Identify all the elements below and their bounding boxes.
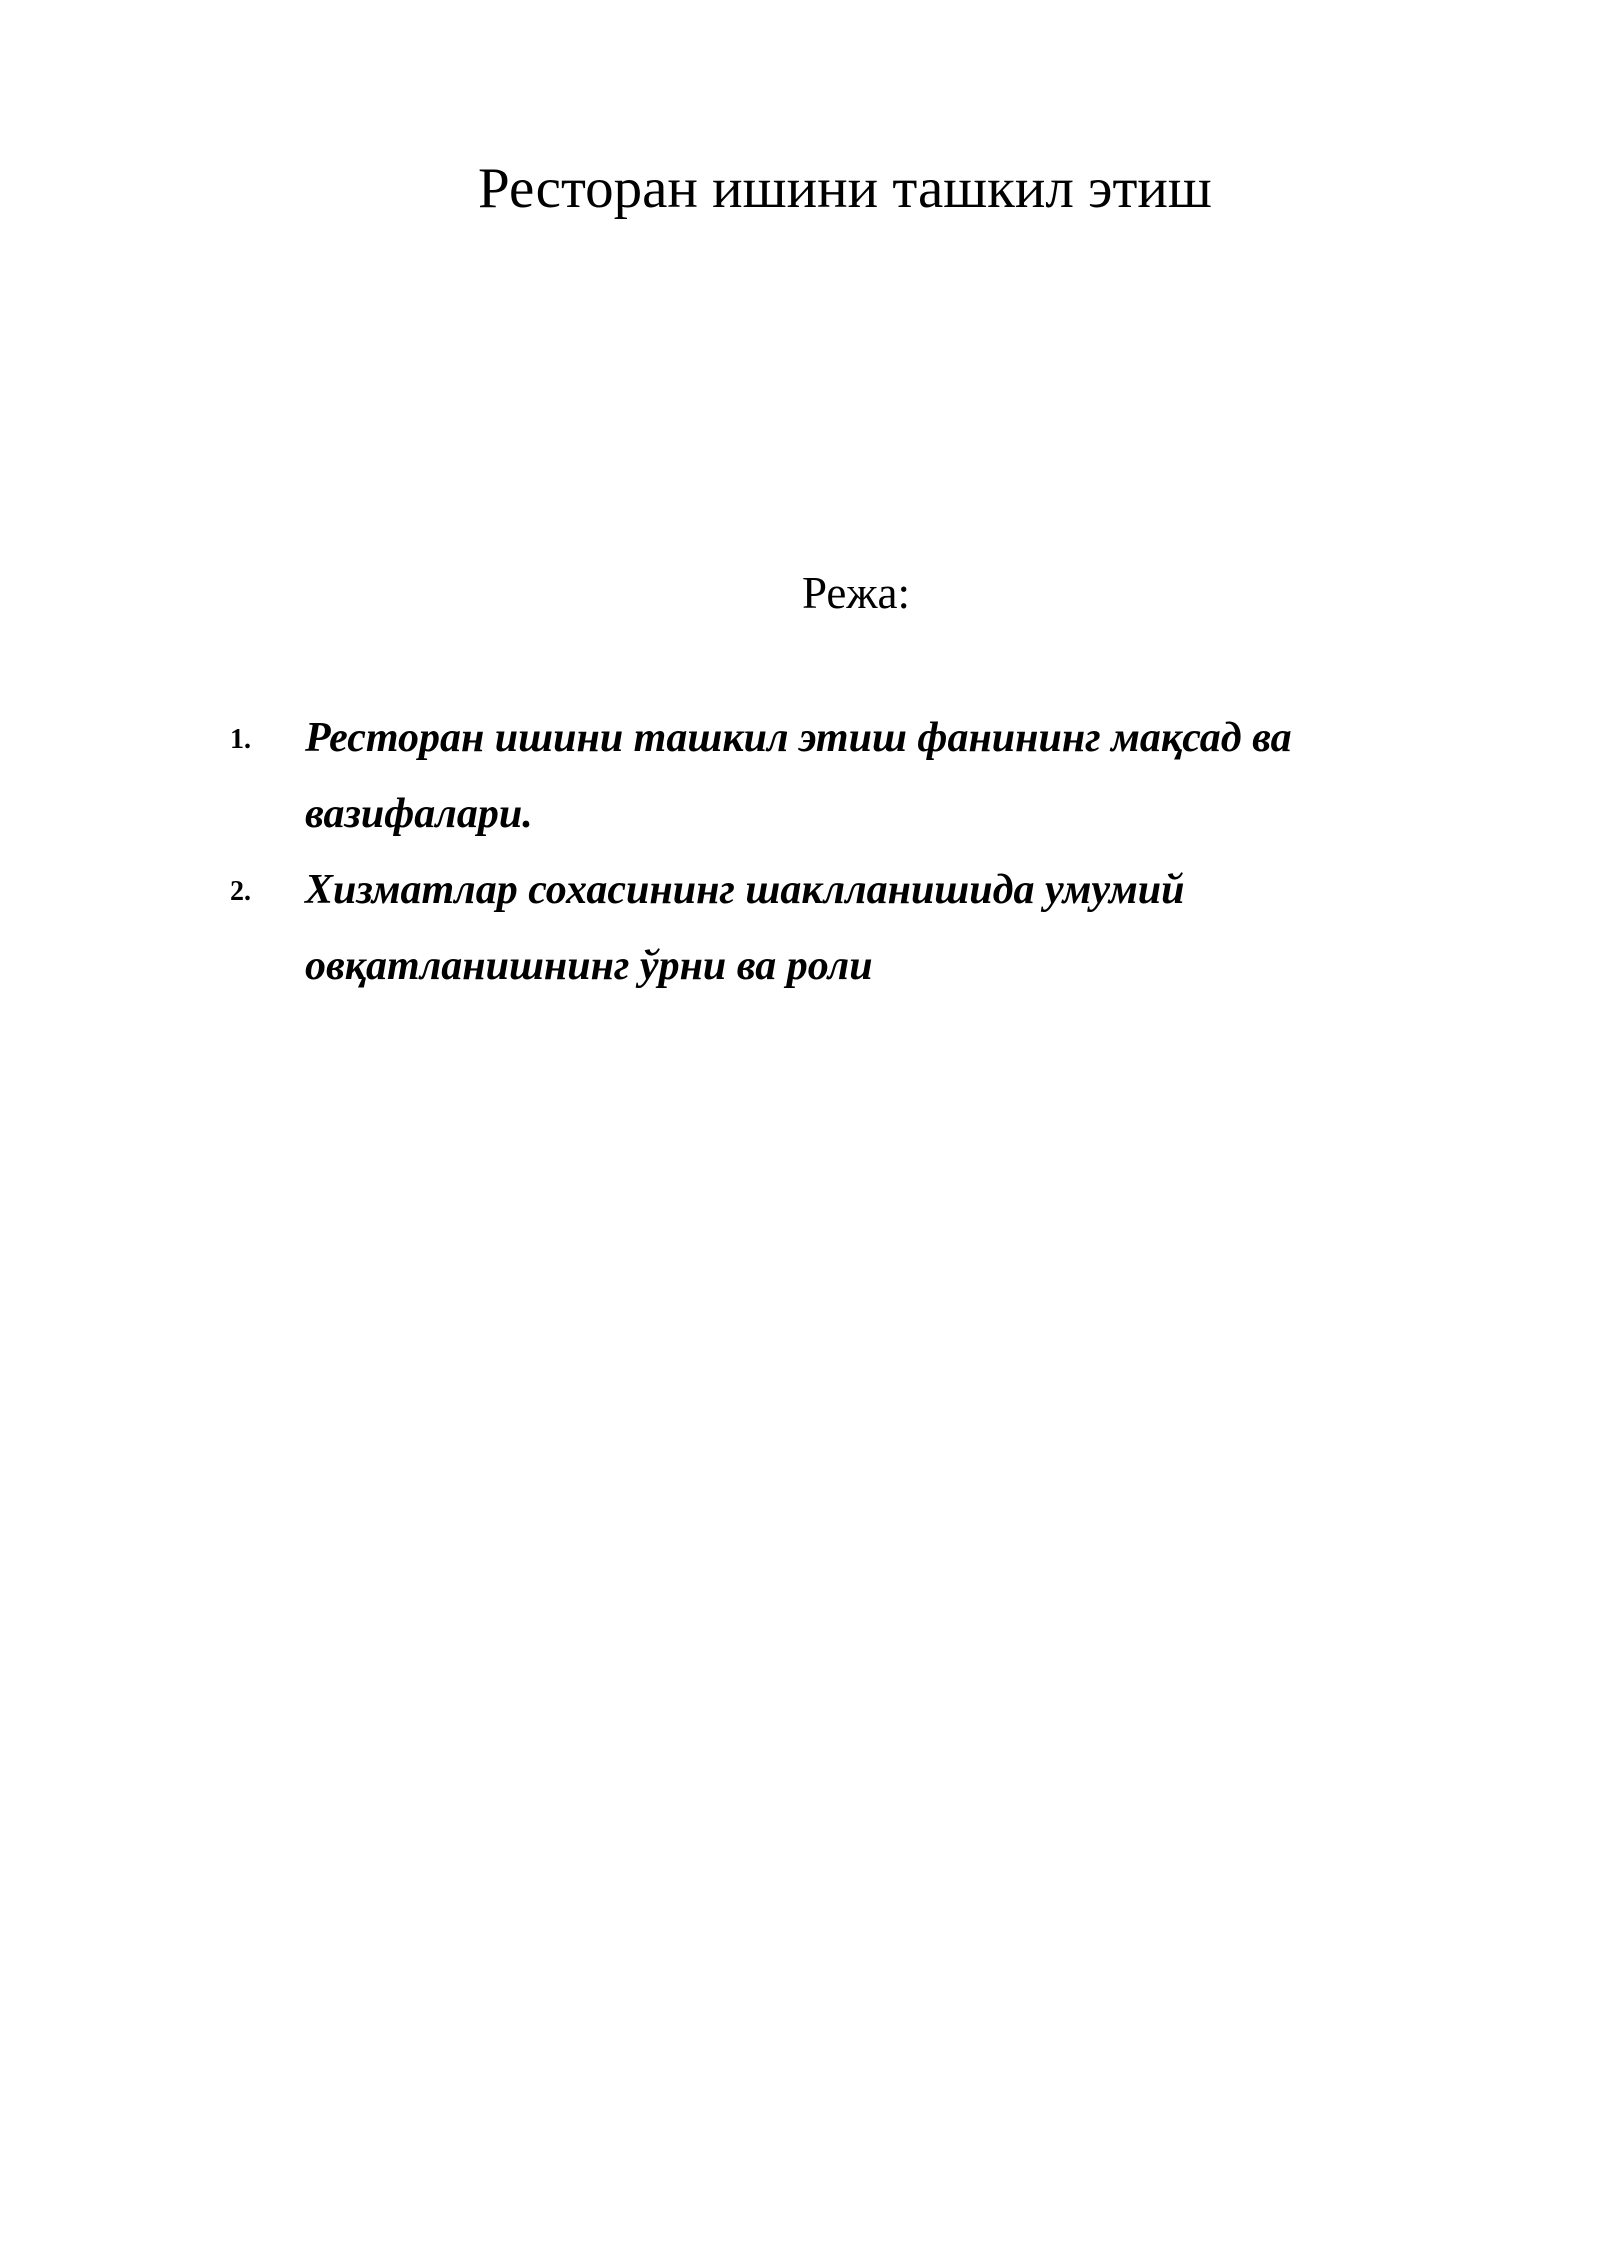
plan-item-text <box>305 700 1345 852</box>
plan-item-line: вазифалари. <box>305 791 533 837</box>
plan-item-line: Ресторан ишини ташкил этиш фанининг мақсад ва <box>305 715 1292 761</box>
plan-heading: Режа: <box>802 568 910 618</box>
plan-item-text <box>305 852 1345 1004</box>
plan-item-number: 1. <box>230 724 251 755</box>
plan-item-line: овқатланишнинг ўрни ва роли <box>305 943 873 989</box>
plan-item-number: 2. <box>230 876 251 907</box>
page-title: Ресторан ишини ташкил этиш <box>478 157 1212 220</box>
plan-item-2 <box>0 852 1600 1004</box>
plan-item-1 <box>0 700 1600 852</box>
plan-list <box>0 700 1600 1004</box>
plan-item-line: Хизматлар сохасининг шаклланишида умумий <box>305 867 1185 913</box>
